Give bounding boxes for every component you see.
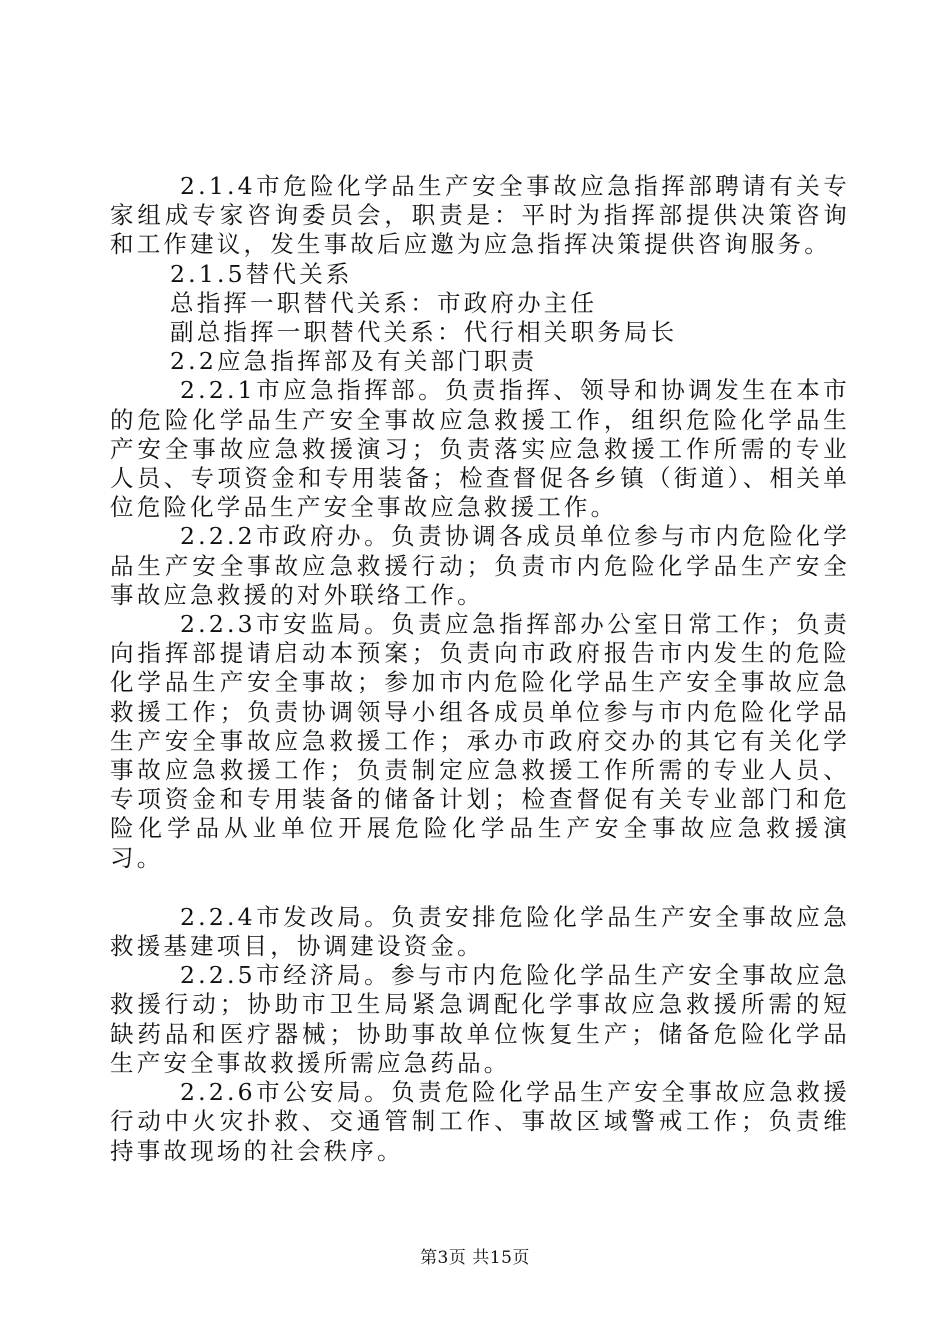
document-body [110, 172, 850, 1166]
paragraph-2-1-5-heading: 2.1.5替代关系 [170, 259, 353, 288]
paragraph-deputy-substitute: 副总指挥一职替代关系：代行相关职务局长 [170, 318, 678, 347]
paragraph-2-2-heading: 2.2应急指挥部及有关部门职责 [170, 347, 538, 376]
paragraph-2-1-4: 2.1.4市危险化学品生产安全事故应急指挥部聘请有关专家组成专家咨询委员会，职责是：平时为指挥部提供决策咨询和工作建议，发生事故后应邀为应急指挥决策提供咨询服务。 [110, 172, 850, 259]
page-number-footer: 第3页 共15页 [420, 1248, 530, 1268]
paragraph-2-2-3: 2.2.3市安监局。负责应急指挥部办公室日常工作；负责向指挥部提请启动本预案；负责向市政府报告市内发生的危险化学品生产安全事故；参加市内危险化学品生产安全事故应急救援工作；负责协调领导小组各成员单位参与市内危险化学品生产安全事故应急救援工作；承办市政府交办的其它有关化学事故应急救援工作；负责制定应急救援工作所需的专业人员、专项资金和专用装备的储备计划；检查督促有关专业部门和危险化学品从业单位开展危险化学品生产安全事故应急救援演习。 [110, 610, 850, 872]
paragraph-2-2-2: 2.2.2市政府办。负责协调各成员单位参与市内危险化学品生产安全事故应急救援行动；负责市内危险化学品生产安全事故应急救援的对外联络工作。 [110, 522, 850, 609]
paragraph-2-2-5: 2.2.5市经济局。参与市内危险化学品生产安全事故应急救援行动；协助市卫生局紧急调配化学事故应急救援所需的短缺药品和医疗器械；协助事故单位恢复生产；储备危险化学品生产安全事故救援所需应急药品。 [110, 961, 850, 1077]
paragraph-2-2-1: 2.2.1市应急指挥部。负责指挥、领导和协调发生在本市的危险化学品生产安全事故应急救援工作，组织危险化学品生产安全事故应急救援演习；负责落实应急救援工作所需的专业人员、专项资金和专用装备；检查督促各乡镇（街道）、相关单位危险化学品生产安全事故应急救援工作。 [110, 376, 850, 522]
paragraph-chief-substitute: 总指挥一职替代关系：市政府办主任 [170, 288, 598, 317]
paragraph-2-2-6: 2.2.6市公安局。负责危险化学品生产安全事故应急救援行动中火灾扑救、交通管制工作、事故区域警戒工作；负责维持事故现场的社会秩序。 [110, 1078, 850, 1165]
paragraph-gap [110, 873, 850, 903]
paragraph-2-2-4: 2.2.4市发改局。负责安排危险化学品生产安全事故应急救援基建项目，协调建设资金。 [110, 902, 850, 961]
